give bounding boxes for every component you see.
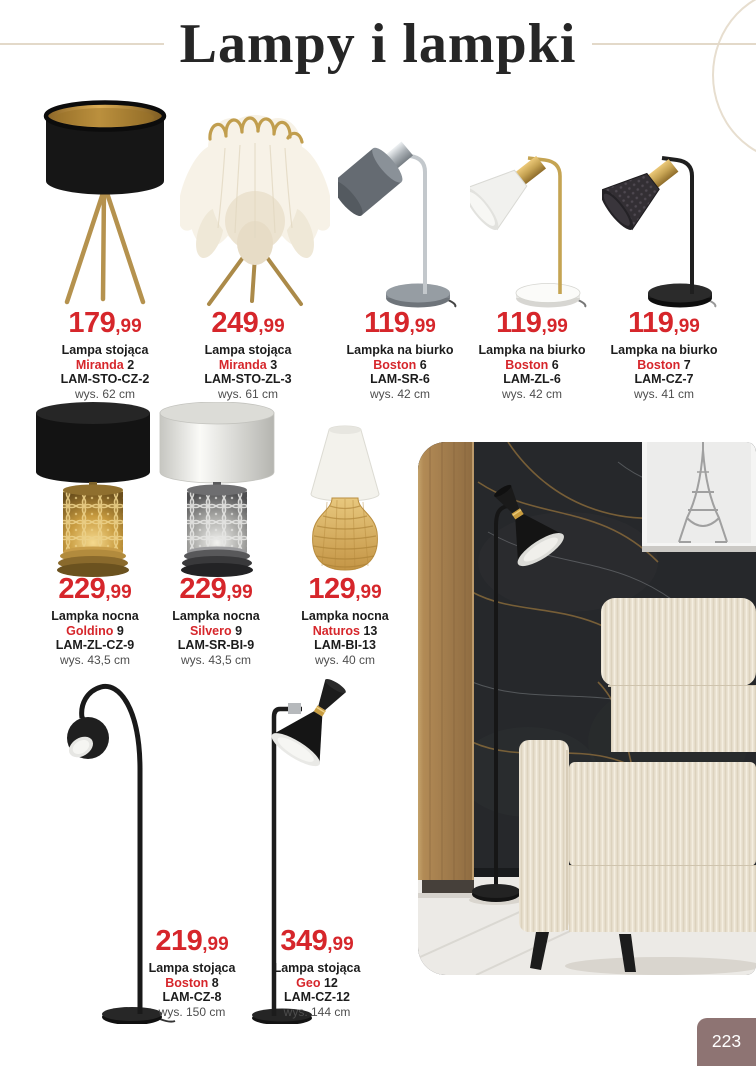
product-height: wys. 42 cm bbox=[501, 386, 562, 401]
product-code: LAM-ZL-CZ-9 bbox=[55, 638, 135, 652]
product-price: 119,99 bbox=[496, 307, 568, 339]
product-type: Lampa stojąca bbox=[148, 961, 236, 975]
product-type: Lampa stojąca bbox=[204, 343, 292, 357]
product-type: Lampka na biurko bbox=[478, 343, 586, 357]
product-image-boston-6-grey bbox=[338, 128, 463, 310]
product-price: 229,99 bbox=[179, 573, 253, 605]
product-info-miranda-2 bbox=[33, 307, 177, 401]
product-type: Lampa stojąca bbox=[273, 961, 361, 975]
product-height: wys. 61 cm bbox=[217, 386, 278, 401]
product-price: 249,99 bbox=[211, 307, 285, 339]
product-image-miranda-3 bbox=[180, 93, 330, 308]
product-price: 349,99 bbox=[280, 925, 354, 957]
product-price: 119,99 bbox=[628, 307, 700, 339]
title-rule-left bbox=[0, 43, 164, 45]
product-height: wys. 40 cm bbox=[314, 652, 375, 667]
product-type: Lampka nocna bbox=[301, 609, 389, 623]
product-info-naturos-13 bbox=[273, 573, 417, 667]
product-image-boston-7-black bbox=[602, 128, 727, 310]
product-price: 219,99 bbox=[155, 925, 229, 957]
page-number-badge bbox=[697, 1018, 756, 1066]
product-type: Lampka na biurko bbox=[610, 343, 718, 357]
product-info-miranda-3 bbox=[176, 307, 320, 401]
product-info-boston-8 bbox=[120, 925, 264, 1019]
product-code: LAM-BI-13 bbox=[314, 638, 376, 652]
product-name: Miranda 2 bbox=[75, 357, 135, 372]
product-height: wys. 42 cm bbox=[369, 386, 430, 401]
page-title: Lampy i lampki bbox=[179, 13, 577, 75]
product-name: Miranda 3 bbox=[218, 357, 278, 372]
product-name: Boston 6 bbox=[505, 357, 559, 372]
product-code: LAM-CZ-8 bbox=[162, 990, 222, 1004]
product-code: LAM-CZ-7 bbox=[634, 372, 694, 386]
product-name: Boston 7 bbox=[637, 357, 691, 372]
product-image-naturos-13 bbox=[290, 420, 400, 576]
product-code: LAM-STO-CZ-2 bbox=[60, 372, 150, 386]
product-height: wys. 41 cm bbox=[633, 386, 694, 401]
product-height: wys. 43,5 cm bbox=[59, 652, 131, 667]
product-info-geo-12 bbox=[245, 925, 389, 1019]
product-image-miranda-2 bbox=[30, 95, 180, 308]
product-info-boston-7 bbox=[592, 307, 736, 401]
product-height: wys. 43,5 cm bbox=[180, 652, 252, 667]
lifestyle-photo bbox=[418, 442, 756, 975]
product-image-goldino-9 bbox=[28, 402, 158, 578]
product-name: Geo 12 bbox=[296, 975, 338, 990]
product-image-silvero-9 bbox=[152, 402, 282, 578]
product-height: wys. 150 cm bbox=[158, 1004, 226, 1019]
product-code: LAM-SR-6 bbox=[370, 372, 430, 386]
product-price: 119,99 bbox=[364, 307, 436, 339]
product-height: wys. 144 cm bbox=[283, 1004, 351, 1019]
page-number: 223 bbox=[711, 1031, 742, 1051]
product-height: wys. 62 cm bbox=[74, 386, 135, 401]
product-code: LAM-SR-BI-9 bbox=[177, 638, 255, 652]
product-code: LAM-STO-ZL-3 bbox=[204, 372, 292, 386]
page-header bbox=[0, 8, 756, 80]
product-name: Silvero 9 bbox=[189, 623, 243, 638]
product-name: Goldino 9 bbox=[66, 623, 124, 638]
product-type: Lampka nocna bbox=[51, 609, 139, 623]
product-price: 179,99 bbox=[68, 307, 142, 339]
product-type: Lampka nocna bbox=[172, 609, 260, 623]
eiffel-tower-picture bbox=[642, 442, 756, 552]
product-name: Boston 6 bbox=[373, 357, 427, 372]
product-info-silvero-9 bbox=[144, 573, 288, 667]
product-image-boston-6-white bbox=[470, 128, 595, 310]
product-name: Boston 8 bbox=[165, 975, 219, 990]
product-code: LAM-CZ-12 bbox=[284, 990, 350, 1004]
product-code: LAM-ZL-6 bbox=[503, 372, 561, 386]
product-info-boston-6-white bbox=[460, 307, 604, 401]
product-type: Lampa stojąca bbox=[61, 343, 149, 357]
title-rule-right bbox=[592, 43, 756, 45]
product-price: 229,99 bbox=[58, 573, 132, 605]
product-price: 129,99 bbox=[308, 573, 382, 605]
product-type: Lampka na biurko bbox=[346, 343, 454, 357]
lifestyle-photo-image bbox=[418, 442, 756, 975]
product-info-boston-6-grey bbox=[328, 307, 472, 401]
product-name: Naturos 13 bbox=[312, 623, 378, 638]
